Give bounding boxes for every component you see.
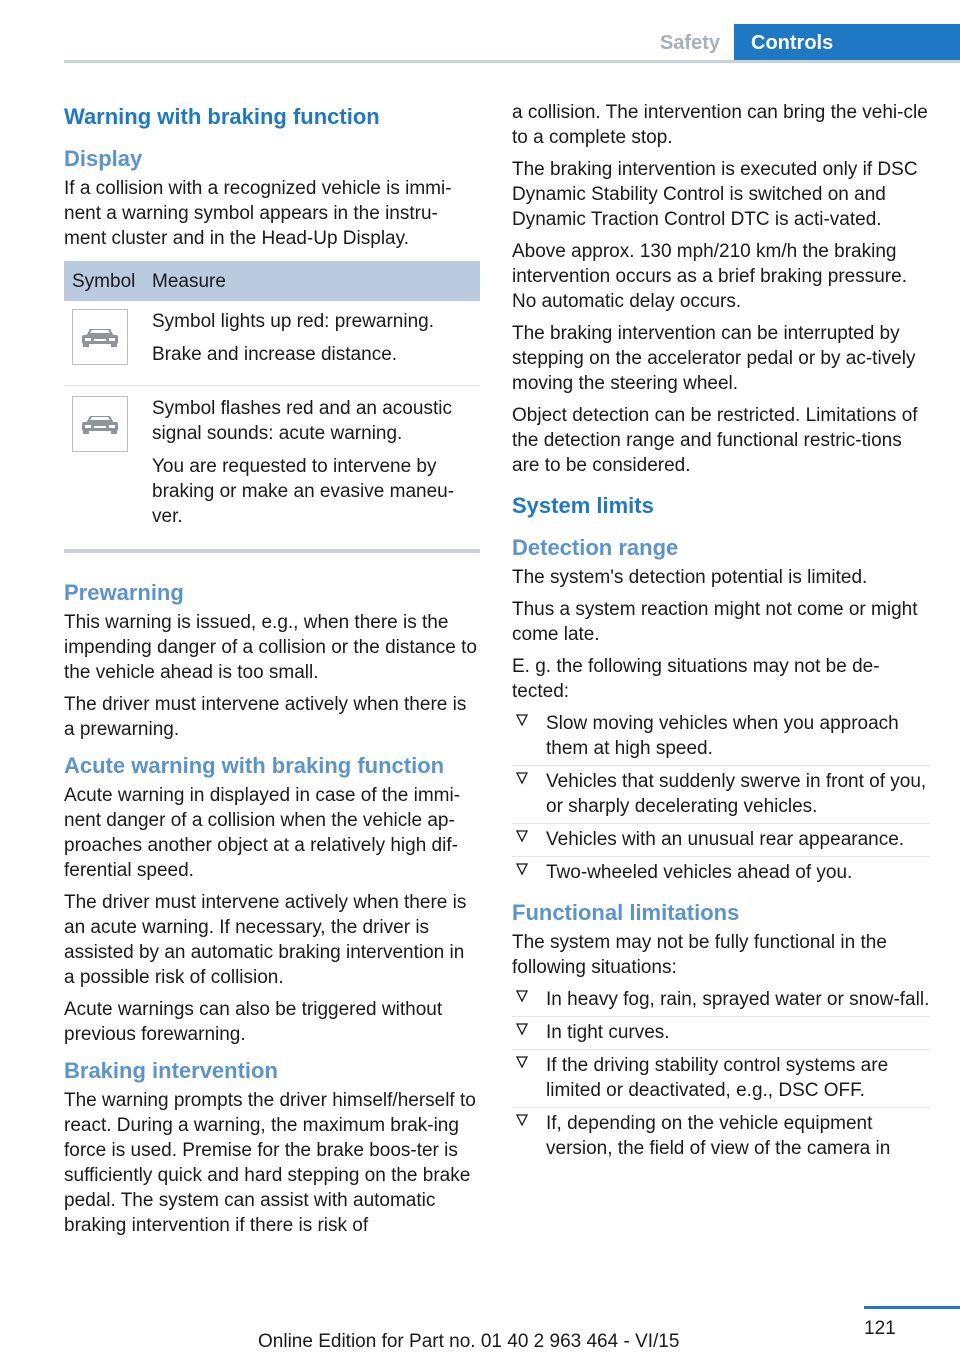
symbol-measure-table — [64, 261, 480, 549]
page-number: 121 — [864, 1318, 896, 1339]
paragraph-acute: Acute warning in displayed in case of the immi-nent danger of a collision when the vehicle ap-proaches another object at a relatively high dif-ferential speed. — [64, 785, 461, 881]
car-front-icon — [72, 309, 128, 365]
measure-cell — [144, 386, 480, 550]
table-row — [64, 386, 480, 550]
list-item — [512, 857, 930, 889]
paragraph-display: If a collision with a recognized vehicle is immi-nent a warning symbol appears in the instru-ment cluster and in the Head-Up Display. — [64, 178, 452, 249]
heading-system-limits: System limits — [512, 493, 654, 518]
paragraph-braking: The warning prompts the driver himself/herself to react. During a warning, the maximum brak-ing force is used. Premise for the brake boos-ter is sufficiently quick and hard stepping on the brake pedal. The system can assist with automatic braking intervention if there is risk of — [64, 1090, 476, 1236]
heading-acute-warning: Acute warning with braking function — [64, 753, 445, 778]
heading-braking-intervention: Braking intervention — [64, 1058, 278, 1083]
paragraph-continued: a collision. The intervention can bring the vehi-cle to a complete stop. — [512, 102, 928, 148]
list-item — [512, 1108, 930, 1165]
heading-display: Display — [64, 146, 143, 171]
paragraph-interrupt: The braking intervention can be interrupted by stepping on the accelerator pedal or by ac-tively moving the steering wheel. — [512, 323, 916, 394]
detection-list — [512, 711, 930, 889]
paragraph-acute: The driver must intervene actively when there is an acute warning. If necessary, the driver is assisted by an automatic braking intervention in a possible risk of collision. — [64, 892, 467, 988]
car-front-icon — [72, 396, 128, 452]
list-item-text: Vehicles with an unusual rear appearance. — [546, 829, 905, 850]
symbol-cell — [64, 301, 144, 386]
edition-info: Online Edition for Part no. 01 40 2 963 464 - VI/15 — [258, 1331, 680, 1352]
triangle-bullet-icon — [516, 714, 528, 727]
list-item — [512, 766, 930, 824]
list-item — [512, 824, 930, 857]
chapter-tabs — [636, 24, 960, 62]
list-item-text: In heavy fog, rain, sprayed water or snow-fall. — [546, 989, 930, 1010]
triangle-bullet-icon — [516, 1056, 528, 1069]
measure-text: Symbol flashes red and an acoustic signal sounds: acute warning. — [152, 398, 452, 444]
list-item-text: Vehicles that suddenly swerve in front of you, or sharply decelerating vehicles. — [546, 771, 927, 817]
measure-text: You are requested to intervene by braking or make an evasive maneu-ver. — [152, 456, 455, 527]
table-bottom-rule — [64, 549, 480, 553]
measure-text: Symbol lights up red: prewarning. — [152, 311, 434, 332]
paragraph-object-detection: Object detection can be restricted. Limitations of the detection range and functional restric-tions are to be considered. — [512, 405, 918, 476]
paragraph-acute: Acute warnings can also be triggered without previous forewarning. — [64, 999, 443, 1045]
triangle-bullet-icon — [516, 1114, 528, 1127]
header-rule — [64, 60, 960, 63]
triangle-bullet-icon — [516, 863, 528, 876]
functional-list — [512, 987, 930, 1165]
tab-safety[interactable]: Safety — [659, 32, 720, 54]
paragraph-detection: E. g. the following situations may not be de-tected: — [512, 656, 880, 702]
list-item — [512, 711, 930, 766]
heading-functional-limitations: Functional limitations — [512, 900, 740, 925]
tab-controls[interactable]: Controls — [734, 24, 960, 62]
list-item — [512, 1017, 930, 1050]
paragraph-prewarning: This warning is issued, e.g., when there is the impending danger of a collision or the distance to the vehicle ahead is too small. — [64, 612, 477, 683]
triangle-bullet-icon — [516, 1023, 528, 1036]
triangle-bullet-icon — [516, 990, 528, 1003]
column-header-measure: Measure — [144, 261, 480, 301]
paragraph-dsc: The braking intervention is executed only if DSC Dynamic Stability Control is switched on and Dynamic Traction Control DTC is acti-vated. — [512, 159, 918, 230]
list-item-text: If, depending on the vehicle equipment version, the field of view of the camera in — [546, 1113, 891, 1159]
measure-cell — [144, 301, 480, 386]
list-item — [512, 1050, 930, 1108]
paragraph-prewarning: The driver must intervene actively when there is a prewarning. — [64, 694, 467, 740]
paragraph-speed: Above approx. 130 mph/210 km/h the braking intervention occurs as a brief braking pressure. No automatic delay occurs. — [512, 241, 907, 312]
symbol-cell — [64, 386, 144, 550]
heading-warning-braking: Warning with braking function — [64, 104, 380, 129]
column-header-symbol: Symbol — [64, 261, 144, 301]
right-column — [512, 100, 930, 1172]
table-header-row — [64, 261, 480, 301]
triangle-bullet-icon — [516, 772, 528, 785]
left-column — [64, 100, 480, 1245]
paragraph-detection: Thus a system reaction might not come or might come late. — [512, 599, 918, 645]
triangle-bullet-icon — [516, 830, 528, 843]
paragraph-functional: The system may not be fully functional in the following situations: — [512, 932, 887, 978]
paragraph-detection: The system's detection potential is limited. — [512, 567, 868, 588]
table-row — [64, 301, 480, 386]
list-item-text: Two-wheeled vehicles ahead of you. — [546, 862, 853, 883]
list-item-text: If the driving stability control systems are limited or deactivated, e.g., DSC OFF. — [546, 1055, 889, 1101]
measure-text: Brake and increase distance. — [152, 344, 398, 365]
list-item-text: In tight curves. — [546, 1022, 670, 1043]
list-item-text: Slow moving vehicles when you approach them at high speed. — [546, 713, 899, 759]
list-item — [512, 987, 930, 1017]
footer-rule — [864, 1306, 960, 1309]
heading-detection-range: Detection range — [512, 535, 679, 560]
heading-prewarning: Prewarning — [64, 580, 184, 605]
